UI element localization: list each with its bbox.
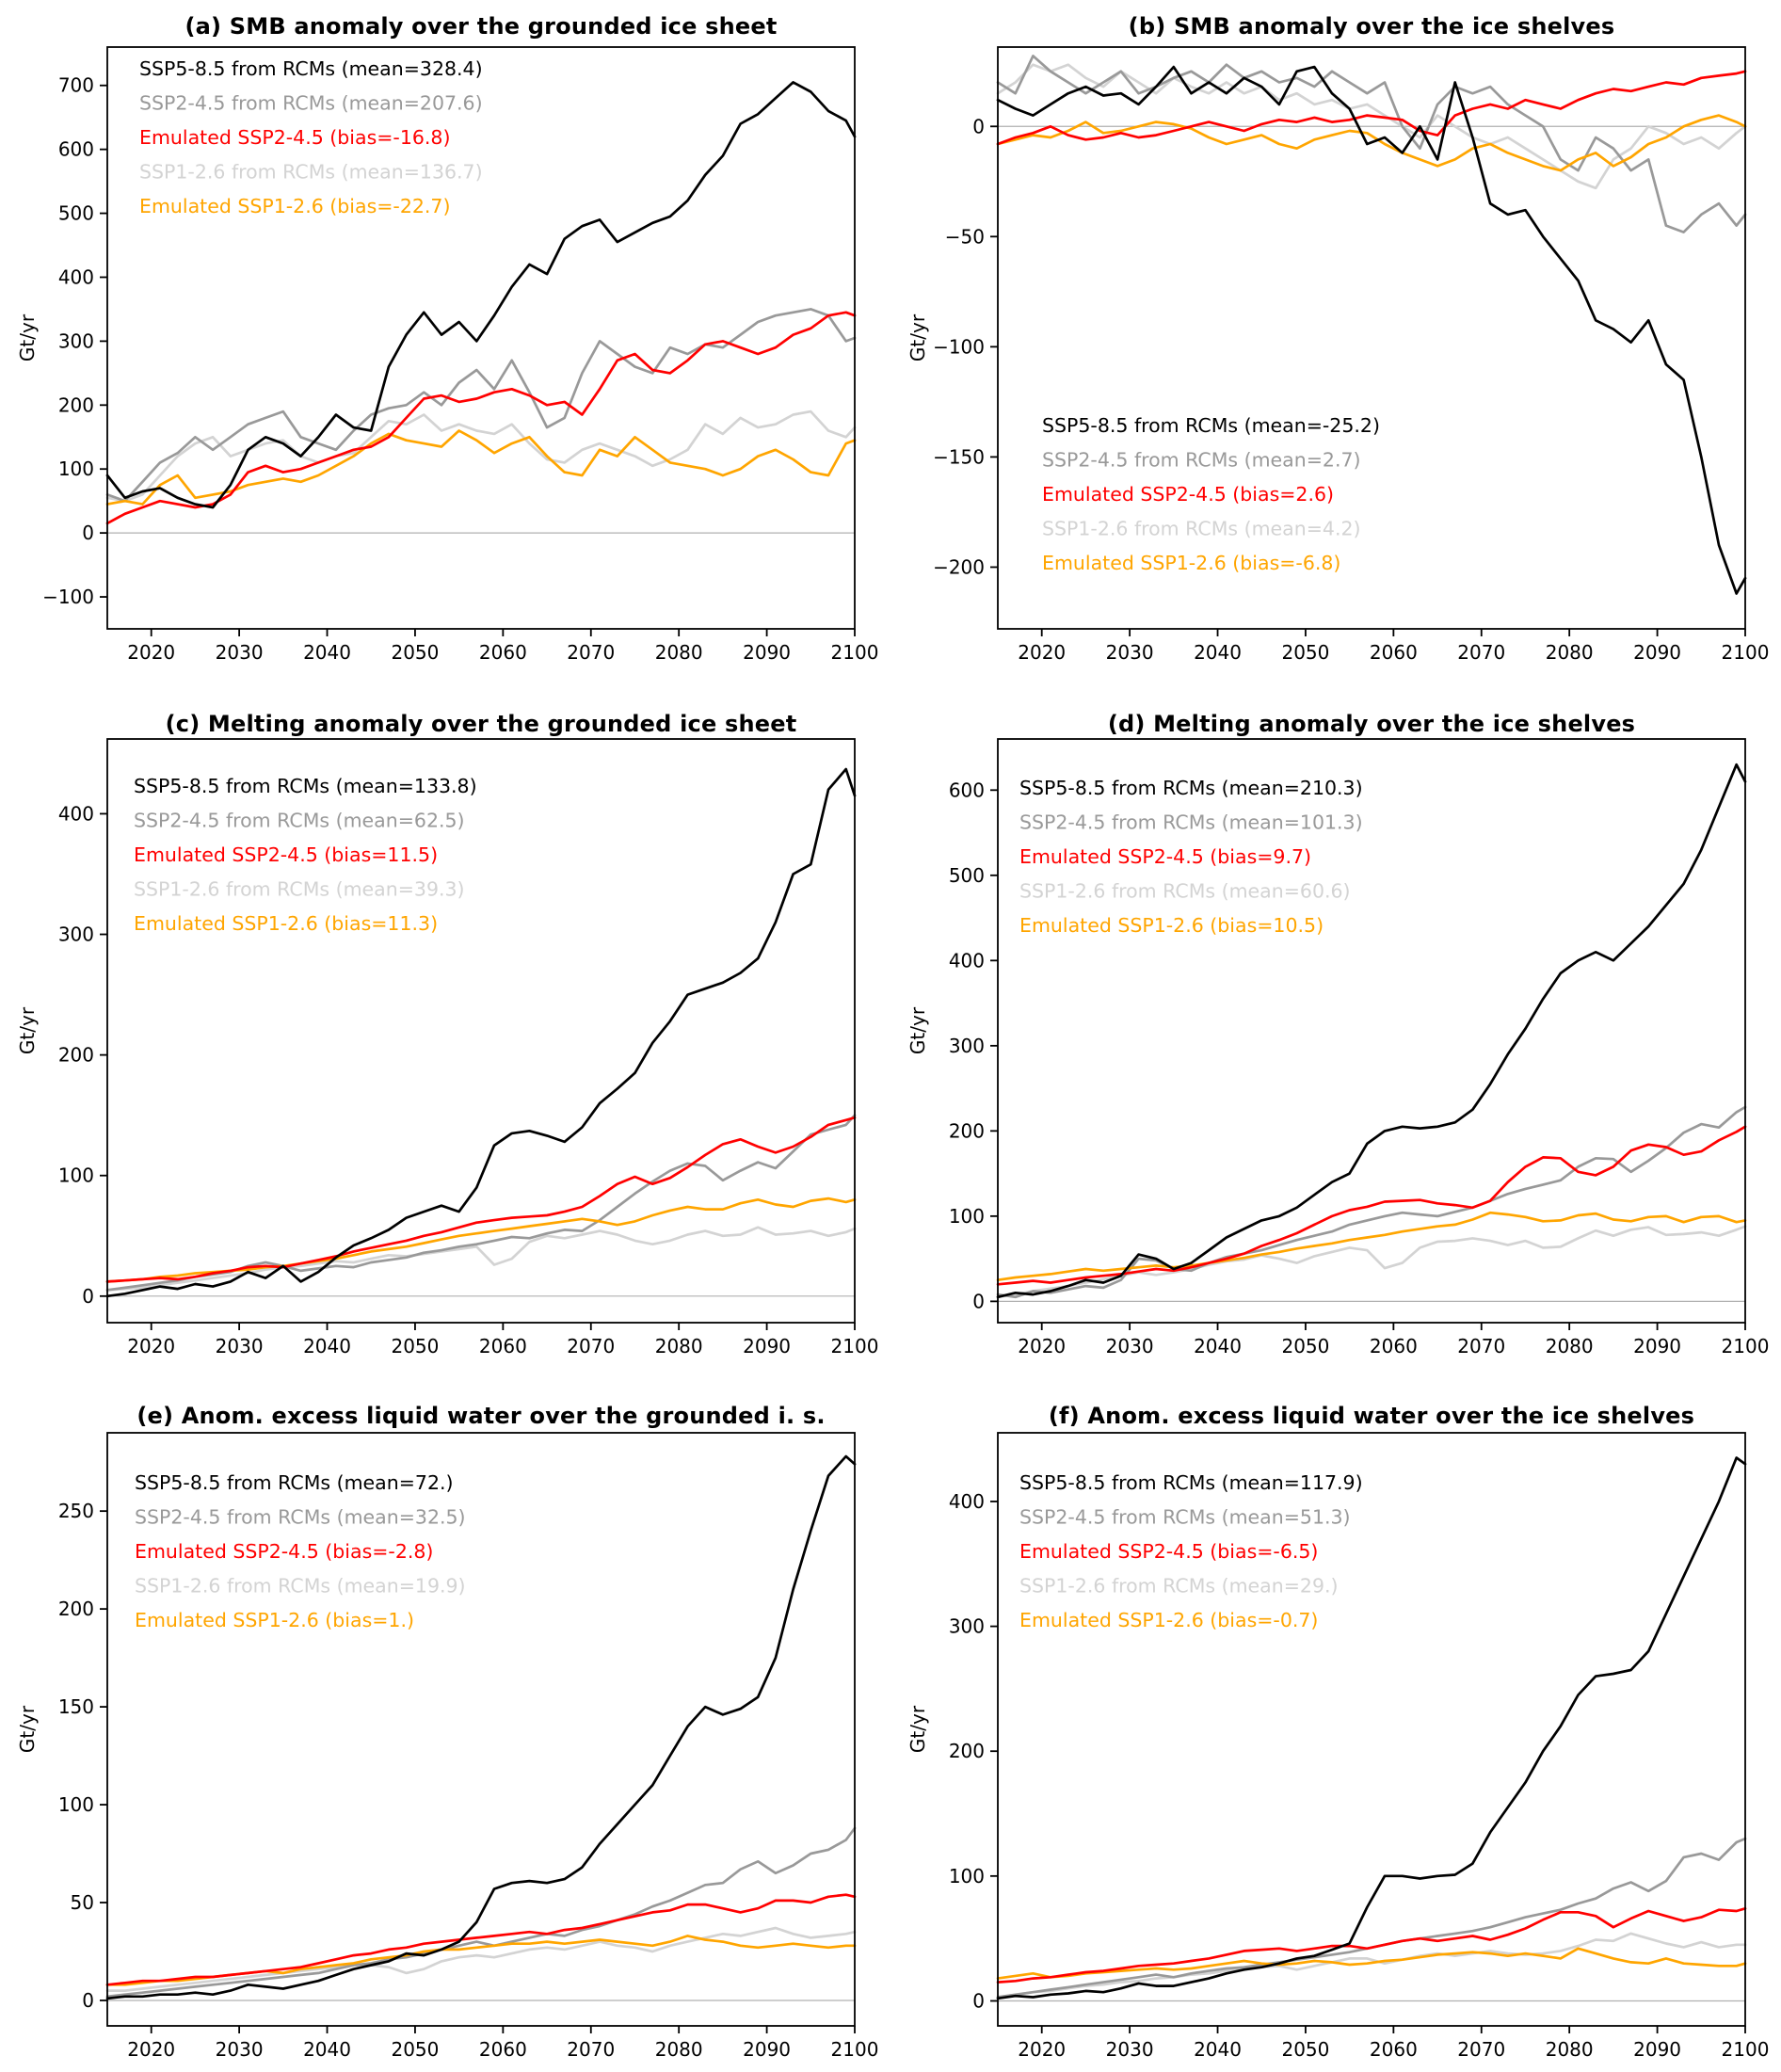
x-tick-label: 2080: [654, 1335, 703, 1357]
y-axis-label: Gt/yr: [907, 1006, 929, 1055]
chart-c: [0, 690, 890, 1380]
series-line-SSP1-2.6 from RCMs: [107, 1228, 855, 1291]
x-tick-label: 2050: [1281, 2038, 1330, 2061]
legend-entry: Emulated SSP1-2.6 (bias=-6.8): [1042, 552, 1341, 575]
x-tick-label: 2080: [1545, 641, 1594, 664]
y-tick-label: 300: [57, 329, 94, 353]
x-tick-label: 2040: [303, 641, 351, 664]
legend-entry: SSP5-8.5 from RCMs (mean=117.9): [1019, 1471, 1363, 1495]
legend-entry: Emulated SSP1-2.6 (bias=1.): [135, 1609, 414, 1632]
chart-e: [0, 1380, 890, 2072]
x-tick-label: 2090: [1633, 1335, 1682, 1357]
series-line-Emulated SSP2-4.5: [998, 1127, 1745, 1285]
legend-entry: SSP5-8.5 from RCMs (mean=72.): [135, 1471, 454, 1495]
panel-e: [0, 1380, 890, 2072]
x-tick-label: 2050: [391, 2038, 440, 2061]
panel-b: [890, 0, 1781, 690]
chart-a: [0, 0, 890, 690]
x-tick-label: 2080: [1545, 1335, 1594, 1357]
y-tick-label: 0: [82, 1988, 94, 2012]
panel-f: [890, 1380, 1781, 2072]
x-tick-label: 2030: [215, 641, 264, 664]
y-tick-label: 400: [57, 265, 94, 289]
y-tick-label: 50: [70, 1891, 94, 1915]
legend-entry: SSP1-2.6 from RCMs (mean=19.9): [135, 1574, 466, 1598]
x-tick-label: 2020: [1018, 1335, 1067, 1357]
x-tick-label: 2100: [830, 641, 879, 664]
legend-entry: SSP1-2.6 from RCMs (mean=136.7): [139, 160, 483, 184]
y-tick-label: −100: [42, 586, 94, 609]
series-line-SSP2-4.5 from RCMs: [998, 1107, 1745, 1297]
y-tick-label: 150: [57, 1695, 94, 1719]
series-line-Emulated SSP1-2.6: [998, 1213, 1745, 1280]
y-tick-label: 100: [948, 1204, 985, 1228]
chart-d: [890, 690, 1781, 1380]
x-tick-label: 2100: [1721, 1335, 1770, 1357]
y-tick-label: 500: [57, 201, 94, 225]
x-tick-label: 2090: [1633, 2038, 1682, 2061]
panel-d: [890, 690, 1781, 1380]
panel-a: [0, 0, 890, 690]
y-tick-label: 400: [57, 802, 94, 826]
series-line-SSP5-8.5 from RCMs: [107, 1456, 855, 1999]
x-tick-label: 2100: [1721, 2038, 1770, 2061]
x-tick-label: 2060: [478, 1335, 527, 1357]
y-tick-label: 100: [57, 1793, 94, 1817]
legend-entry: SSP5-8.5 from RCMs (mean=-25.2): [1042, 414, 1380, 438]
y-tick-label: 0: [972, 1290, 985, 1313]
series-line-SSP1-2.6 from RCMs: [998, 1934, 1745, 1998]
legend-entry: SSP2-4.5 from RCMs (mean=62.5): [134, 809, 465, 832]
x-tick-label: 2060: [1369, 1335, 1418, 1357]
panel-title-c: (c) Melting anomaly over the grounded ice sheet: [165, 711, 797, 737]
x-tick-label: 2050: [1281, 641, 1330, 664]
y-tick-label: 200: [57, 394, 94, 417]
y-axis-label: Gt/yr: [16, 1006, 39, 1055]
y-tick-label: 400: [948, 949, 985, 972]
legend-entry: SSP2-4.5 from RCMs (mean=51.3): [1019, 1505, 1351, 1529]
y-tick-label: 0: [972, 115, 985, 138]
y-tick-label: 500: [948, 863, 985, 887]
panel-title-a: (a) SMB anomaly over the grounded ice sheet: [185, 13, 778, 40]
y-tick-label: −150: [933, 445, 985, 469]
x-tick-label: 2060: [478, 2038, 527, 2061]
legend-entry: Emulated SSP2-4.5 (bias=11.5): [134, 843, 439, 867]
y-tick-label: −100: [933, 335, 985, 359]
x-tick-label: 2030: [1105, 2038, 1154, 2061]
x-tick-label: 2050: [391, 1335, 440, 1357]
x-tick-label: 2050: [391, 641, 440, 664]
series-line-SSP5-8.5 from RCMs: [998, 764, 1745, 1297]
series-line-Emulated SSP2-4.5: [998, 1908, 1745, 1982]
legend-entry: Emulated SSP2-4.5 (bias=-6.5): [1019, 1540, 1319, 1564]
legend-entry: SSP5-8.5 from RCMs (mean=210.3): [1019, 777, 1363, 800]
y-tick-label: 200: [948, 1740, 985, 1763]
y-tick-label: −50: [944, 225, 985, 249]
y-axis-label: Gt/yr: [16, 1705, 39, 1754]
y-tick-label: 300: [57, 923, 94, 946]
series-line-Emulated SSP1-2.6: [998, 1949, 1745, 1979]
y-tick-label: 0: [82, 522, 94, 545]
x-tick-label: 2070: [567, 1335, 616, 1357]
x-tick-label: 2090: [1633, 641, 1682, 664]
x-tick-label: 2070: [1457, 2038, 1506, 2061]
x-tick-label: 2070: [567, 2038, 616, 2061]
y-tick-label: 200: [57, 1043, 94, 1067]
series-line-Emulated SSP1-2.6: [107, 1198, 855, 1281]
x-tick-label: 2040: [1194, 641, 1242, 664]
y-tick-label: 600: [57, 137, 94, 161]
legend-entry: SSP5-8.5 from RCMs (mean=133.8): [134, 775, 477, 798]
legend-entry: Emulated SSP2-4.5 (bias=2.6): [1042, 483, 1335, 506]
x-tick-label: 2020: [127, 2038, 176, 2061]
panel-title-b: (b) SMB anomaly over the ice shelves: [1128, 13, 1615, 40]
legend-entry: Emulated SSP2-4.5 (bias=9.7): [1019, 845, 1312, 869]
panel-c: [0, 690, 890, 1380]
x-tick-label: 2080: [654, 641, 703, 664]
legend-entry: Emulated SSP1-2.6 (bias=-22.7): [139, 195, 451, 218]
x-tick-label: 2070: [1457, 641, 1506, 664]
panel-title-e: (e) Anom. excess liquid water over the grounded i. s.: [136, 1403, 826, 1429]
x-tick-label: 2100: [1721, 641, 1770, 664]
legend-entry: Emulated SSP1-2.6 (bias=-0.7): [1019, 1609, 1319, 1632]
legend-entry: Emulated SSP1-2.6 (bias=11.3): [134, 912, 439, 936]
panel-title-f: (f) Anom. excess liquid water over the ice shelves: [1048, 1403, 1695, 1429]
x-tick-label: 2070: [567, 641, 616, 664]
x-tick-label: 2080: [1545, 2038, 1594, 2061]
x-tick-label: 2040: [1194, 1335, 1242, 1357]
series-line-Emulated SSP2-4.5: [107, 1895, 855, 1985]
panel-title-d: (d) Melting anomaly over the ice shelves: [1107, 711, 1636, 737]
legend-entry: SSP1-2.6 from RCMs (mean=60.6): [1019, 879, 1351, 903]
legend-entry: SSP5-8.5 from RCMs (mean=328.4): [139, 57, 483, 81]
y-tick-label: 300: [948, 1614, 985, 1638]
x-tick-label: 2040: [303, 2038, 351, 2061]
x-tick-label: 2030: [1105, 1335, 1154, 1357]
y-tick-label: 100: [948, 1864, 985, 1887]
legend-entry: SSP1-2.6 from RCMs (mean=39.3): [134, 877, 465, 901]
y-tick-label: 100: [57, 1164, 94, 1187]
legend-entry: SSP2-4.5 from RCMs (mean=2.7): [1042, 448, 1361, 472]
x-tick-label: 2090: [743, 1335, 792, 1357]
x-tick-label: 2060: [1369, 641, 1418, 664]
y-axis-label: Gt/yr: [907, 1705, 929, 1754]
y-tick-label: 100: [57, 458, 94, 481]
x-tick-label: 2020: [127, 641, 176, 664]
series-line-Emulated SSP2-4.5: [107, 1117, 855, 1281]
series-line-SSP1-2.6 from RCMs: [107, 411, 855, 501]
legend-entry: SSP1-2.6 from RCMs (mean=29.): [1019, 1574, 1339, 1598]
legend-entry: Emulated SSP1-2.6 (bias=10.5): [1019, 914, 1324, 938]
chart-b: [890, 0, 1781, 690]
chart-f: [890, 1380, 1781, 2072]
y-tick-label: 300: [948, 1034, 985, 1057]
x-tick-label: 2060: [1369, 2038, 1418, 2061]
x-tick-label: 2030: [215, 2038, 264, 2061]
series-line-SSP2-4.5 from RCMs: [107, 309, 855, 501]
legend-entry: SSP1-2.6 from RCMs (mean=4.2): [1042, 517, 1361, 540]
x-tick-label: 2050: [1281, 1335, 1330, 1357]
y-tick-label: 250: [57, 1500, 94, 1523]
y-tick-label: 0: [972, 1989, 985, 2013]
y-axis-label: Gt/yr: [16, 313, 39, 362]
y-tick-label: 0: [82, 1284, 94, 1308]
x-tick-label: 2100: [830, 1335, 879, 1357]
x-tick-label: 2040: [303, 1335, 351, 1357]
y-tick-label: 700: [57, 73, 94, 97]
y-tick-label: −200: [933, 555, 985, 579]
series-line-Emulated SSP1-2.6: [107, 431, 855, 505]
legend-entry: SSP2-4.5 from RCMs (mean=32.5): [135, 1505, 466, 1529]
x-tick-label: 2100: [830, 2038, 879, 2061]
x-tick-label: 2040: [1194, 2038, 1242, 2061]
y-tick-label: 200: [57, 1598, 94, 1621]
legend-entry: Emulated SSP2-4.5 (bias=-16.8): [139, 126, 451, 150]
x-tick-label: 2080: [654, 2038, 703, 2061]
y-axis-label: Gt/yr: [907, 313, 929, 362]
y-tick-label: 600: [948, 779, 985, 802]
x-tick-label: 2070: [1457, 1335, 1506, 1357]
legend-entry: SSP2-4.5 from RCMs (mean=101.3): [1019, 811, 1363, 834]
y-tick-label: 200: [948, 1119, 985, 1143]
x-tick-label: 2030: [215, 1335, 264, 1357]
x-tick-label: 2020: [1018, 2038, 1067, 2061]
x-tick-label: 2060: [478, 641, 527, 664]
x-tick-label: 2090: [743, 641, 792, 664]
x-tick-label: 2020: [127, 1335, 176, 1357]
y-tick-label: 400: [948, 1489, 985, 1513]
x-tick-label: 2090: [743, 2038, 792, 2061]
legend-entry: Emulated SSP2-4.5 (bias=-2.8): [135, 1540, 434, 1564]
legend-entry: SSP2-4.5 from RCMs (mean=207.6): [139, 91, 483, 115]
x-tick-label: 2020: [1018, 641, 1067, 664]
x-tick-label: 2030: [1105, 641, 1154, 664]
